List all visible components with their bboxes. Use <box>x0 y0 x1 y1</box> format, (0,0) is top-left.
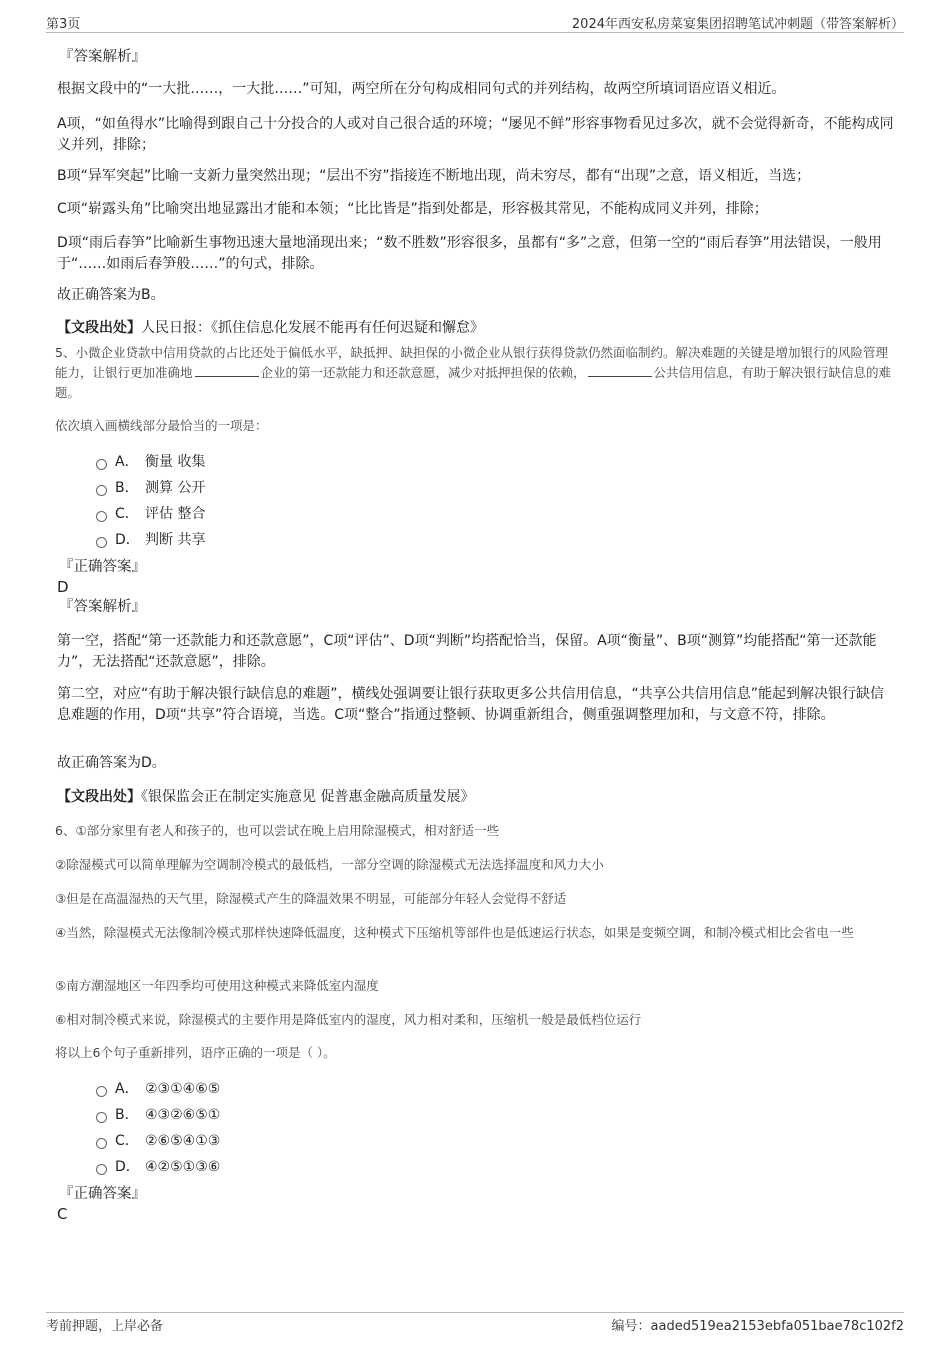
option-letter: B． <box>115 1107 139 1123</box>
q6-option-b[interactable] <box>96 1105 220 1125</box>
q6-sentence-5: ⑤南方潮湿地区一年四季均可使用这种模式来降低室内湿度 <box>55 978 379 993</box>
q6-option-c[interactable] <box>96 1131 220 1151</box>
q5-source-label: 【文段出处】 <box>57 789 141 805</box>
radio-icon[interactable] <box>96 1138 107 1149</box>
q5-stem-part2: 企业的第一还款能力和还款意愿，减少对抵押担保的依赖， <box>260 365 586 380</box>
option-text: ②③①④⑥⑤ <box>145 1081 221 1097</box>
q5-stem-part1: 5、小微企业贷款中信用贷款的占比还处于偏低水平，缺抵押、缺担保的小微企业从银行获得贷款仍然面临制约。解决难题的关键是增加银行的风险管理能力，让银行更加准确地 <box>55 345 888 380</box>
q6-correct-label: 『正确答案』 <box>59 1186 146 1202</box>
q5-correct-answer: D <box>57 578 69 596</box>
q4-analysis-option-a: A项，“如鱼得水”比喻得到跟自己十分投合的人或对自己很合适的环境；“屡见不鲜”形容事物看见过多次，就不会觉得新奇，不能构成同义并列，排除； <box>57 116 894 153</box>
q6-sentence-2: ②除湿模式可以简单理解为空调制冷模式的最低档，一部分空调的除湿模式无法选择温度和风力大小 <box>55 857 604 872</box>
q5-analysis-2: 第二空，对应“有助于解决银行缺信息的难题”，横线处强调要让银行获取更多公共信用信息，“共享公共信用信息”能起到解决银行缺信息难题的作用，D项“共享”符合语境，当选。C项“整合”指通过整顿、协调重新组合，侧重强调整理加和，与文意不符，排除。 <box>57 686 885 723</box>
q4-source-text: 人民日报：《抓住信息化发展不能再有任何迟疑和懈怠》 <box>141 320 484 336</box>
option-letter: A． <box>115 1081 139 1097</box>
option-text: ④②⑤①③⑥ <box>145 1159 221 1175</box>
q6-sentence-1: 6、①部分家里有老人和孩子的，也可以尝试在晚上启用除湿模式，相对舒适一些 <box>55 823 500 838</box>
radio-icon[interactable] <box>96 1164 107 1175</box>
q4-source <box>57 318 897 339</box>
radio-icon[interactable] <box>96 537 107 548</box>
q4-analysis-option-d: D项“雨后春笋”比喻新生事物迅速大量地涌现出来；“数不胜数”形容很多，虽都有“多”之意，但第一空的“雨后春笋”用法错误，一般用于“……如雨后春笋般……”的句式，排除。 <box>57 235 882 272</box>
q4-source-label: 【文段出处】 <box>57 320 141 336</box>
option-letter: D． <box>115 532 140 548</box>
option-text: ④③②⑥⑤① <box>145 1107 221 1123</box>
document-title: 2024年西安私房菜宴集团招聘笔试冲刺题（带答案解析） <box>571 17 904 32</box>
option-letter: C． <box>115 1133 139 1149</box>
q5-prompt: 依次填入画横线部分最恰当的一项是： <box>55 418 268 433</box>
footer-code: 编号：aaded519ea2153ebfa051bae78c102f2 <box>611 1319 904 1334</box>
q6-option-a[interactable] <box>96 1079 220 1099</box>
page-number: 第3页 <box>46 17 81 32</box>
q5-conclusion: 故正确答案为D。 <box>57 755 166 771</box>
radio-icon[interactable] <box>96 1086 107 1097</box>
q5-option-a[interactable] <box>96 452 205 472</box>
option-letter: C． <box>115 506 139 522</box>
radio-icon[interactable] <box>96 485 107 496</box>
radio-icon[interactable] <box>96 1112 107 1123</box>
q6-sentence-4: ④当然，除湿模式无法像制冷模式那样快速降低温度，这种模式下压缩机等部件也是低速运行状态，如果是变频空调，和制冷模式相比会省电一些 <box>55 925 854 940</box>
q5-blank-2 <box>588 363 652 377</box>
option-letter: D． <box>115 1159 140 1175</box>
option-text: 评估 整合 <box>145 506 206 522</box>
q4-analysis-option-b: B项“异军突起”比喻一支新力量突然出现；“层出不穷”指接连不断地出现，尚未穷尽，都有“出现”之意，语义相近，当选； <box>57 168 811 184</box>
page-footer <box>46 1312 904 1337</box>
q6-sentence-3: ③但是在高温湿热的天气里，除湿模式产生的降温效果不明显，可能部分年轻人会觉得不舒适 <box>55 891 567 906</box>
q4-conclusion: 故正确答案为B。 <box>57 287 165 303</box>
q4-analysis-intro: 根据文段中的“一大批……，一大批……”可知，两空所在分句构成相同句式的并列结构，故两空所填词语应语义相近。 <box>57 81 786 97</box>
option-text: 判断 共享 <box>145 532 206 548</box>
option-text: ②⑥⑤④①③ <box>145 1133 221 1149</box>
q5-blank-1 <box>195 363 259 377</box>
q5-source <box>57 787 897 808</box>
q5-source-text: 《银保监会正在制定实施意见 促普惠金融高质量发展》 <box>141 789 475 805</box>
q5-analysis-1: 第一空，搭配“第一还款能力和还款意愿”，C项“评估”、D项“判断”均搭配恰当，保留。A项“衡量”、B项“测算”均能搭配“第一还款能力”，无法搭配“还款意愿”，排除。 <box>57 633 877 670</box>
option-text: 衡量 收集 <box>145 454 206 470</box>
q4-analysis-label: 『答案解析』 <box>59 49 146 65</box>
q5-option-d[interactable] <box>96 530 205 550</box>
footer-slogan: 考前押题，上岸必备 <box>46 1319 164 1334</box>
q5-stem-part3: 公共信用信息，有助于解决银行缺信息的难题。 <box>55 365 892 400</box>
q6-option-d[interactable] <box>96 1157 220 1177</box>
option-letter: B． <box>115 480 139 496</box>
q6-prompt: 将以上6个句子重新排列，语序正确的一项是（ ）。 <box>55 1045 336 1060</box>
q5-option-b[interactable] <box>96 478 205 498</box>
page-header <box>46 10 904 33</box>
q5-stem <box>55 343 897 403</box>
option-letter: A． <box>115 454 139 470</box>
option-text: 测算 公开 <box>145 480 206 496</box>
radio-icon[interactable] <box>96 511 107 522</box>
radio-icon[interactable] <box>96 459 107 470</box>
q5-analysis-label: 『答案解析』 <box>59 599 146 615</box>
q5-correct-label: 『正确答案』 <box>59 559 146 575</box>
q6-sentence-6: ⑥相对制冷模式来说，除湿模式的主要作用是降低室内的湿度，风力相对柔和，压缩机一般是最低档位运行 <box>55 1012 642 1027</box>
q5-option-c[interactable] <box>96 504 205 524</box>
q4-analysis-option-c: C项“崭露头角”比喻突出地显露出才能和本领；“比比皆是”指到处都是，形容极其常见，不能构成同义并列，排除； <box>57 201 768 217</box>
q6-correct-answer: C <box>57 1205 68 1223</box>
